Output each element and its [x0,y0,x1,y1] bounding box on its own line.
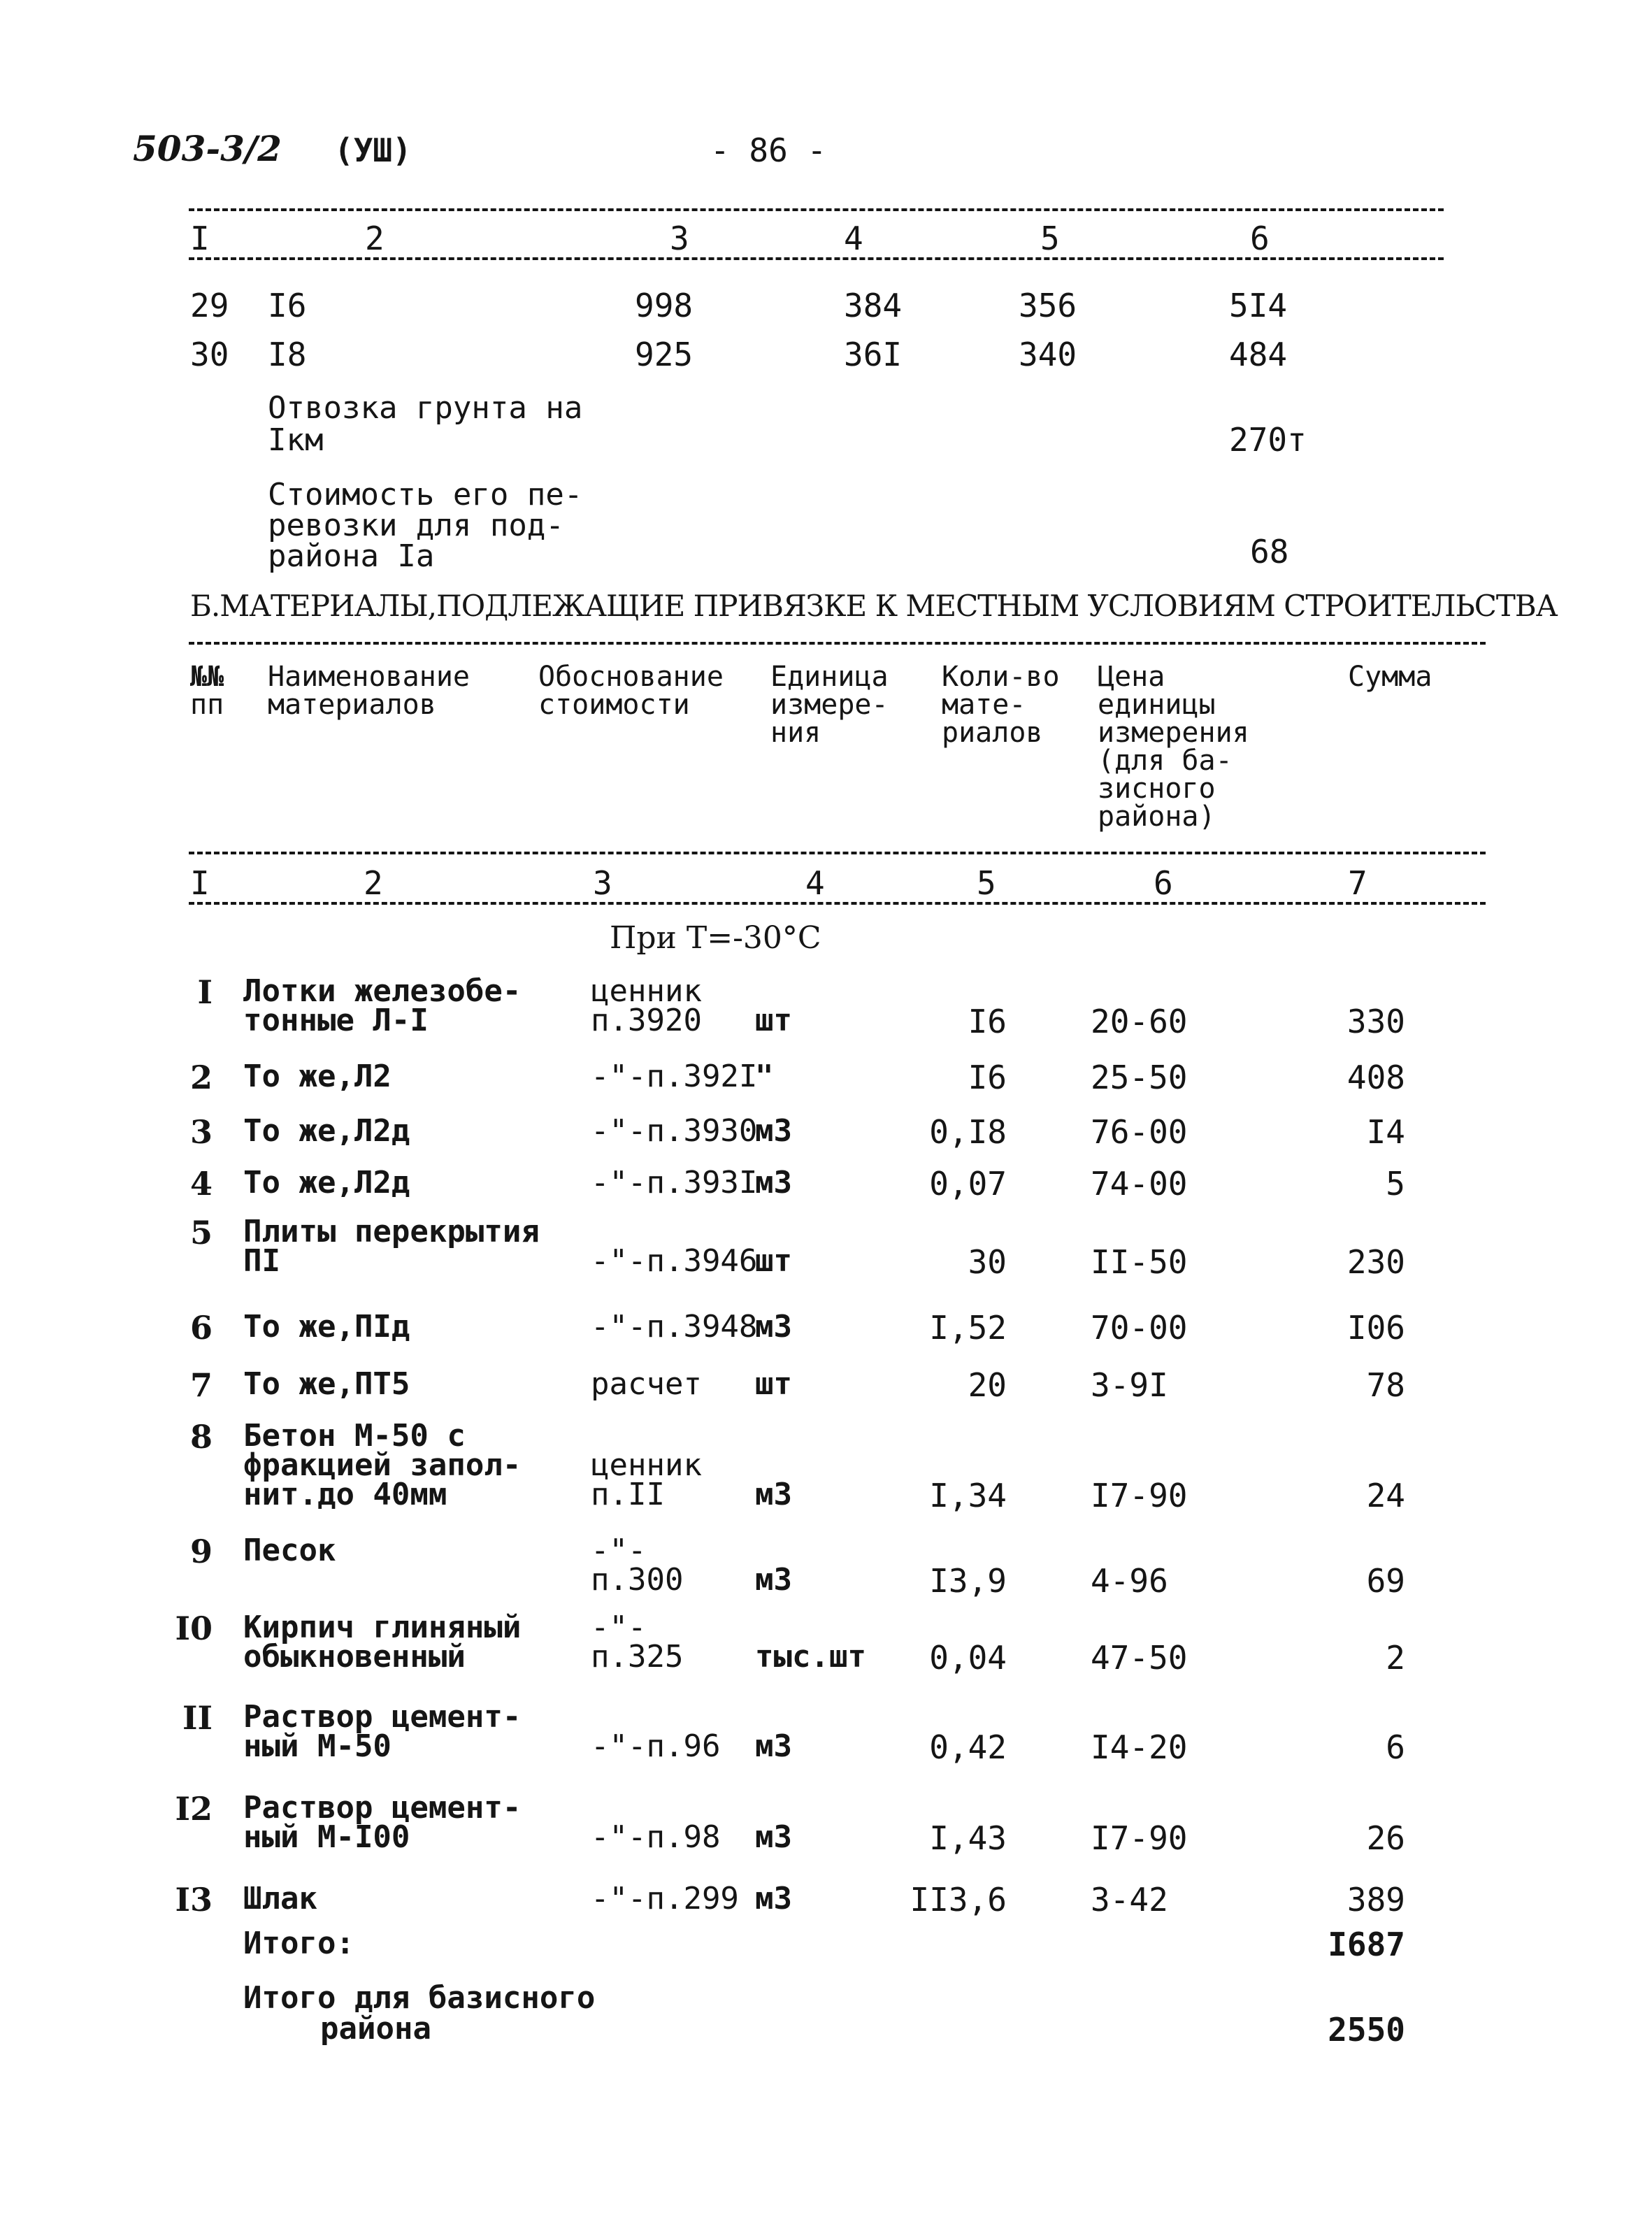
cell: 36I [844,336,903,373]
sum-cell: 26 [1366,1819,1405,1857]
col-number: 3 [593,864,612,902]
extra-label-line: Отвозка грунта на [268,390,583,426]
row-number: I3 [175,1881,213,1919]
cost-basis-line: п.II [591,1477,665,1512]
sum-cell: 24 [1366,1477,1405,1514]
total-label: Итого: [243,1926,354,1961]
unit-cell: м3 [755,1728,792,1764]
header-num-line: №№ [190,661,224,693]
material-name-line: Кирпич глиняный [243,1610,522,1645]
col-number: 4 [844,220,863,257]
unit-cell: " [755,1059,774,1094]
cell: 5I4 [1229,287,1288,324]
unit-cell: м3 [755,1309,792,1345]
material-name-line: То же,Л2д [243,1165,410,1200]
extra-value: 270т [1229,421,1307,459]
cost-basis-line: -"-п.98 [591,1819,721,1855]
section-b-title: Б.МАТЕРИАЛЫ,ПОДЛЕЖАЩИЕ ПРИВЯЗКЕ К МЕСТНЫМ УСЛОВИЯМ СТРОИТЕЛЬСТВА [190,589,1558,623]
sum-cell: 5 [1386,1165,1405,1203]
cost-basis-line: -"-п.96 [591,1728,721,1764]
unit-cell: м3 [755,1881,792,1916]
material-name-line: Плиты перекрытия [243,1214,540,1249]
unit-price-cell: 70-00 [1091,1309,1188,1347]
cost-basis-line: -"- [591,1610,647,1645]
quantity-cell: I,43 [929,1819,1007,1857]
unit-cell: м3 [755,1562,792,1598]
cost-basis-line: -"-п.3946 [591,1243,758,1279]
material-name-line: ПI [243,1243,280,1279]
document-code: 503-3/2 [133,128,282,169]
quantity-cell: II3,6 [910,1881,1007,1919]
cell: 384 [844,287,903,324]
cell: I8 [268,336,307,373]
table-a-top-rule [189,208,1444,211]
unit-cell: шт [755,1003,792,1038]
total-base-label-line: Итого для базисного [243,1980,596,2016]
material-name-line: Раствор цемент- [243,1790,522,1826]
sum-cell: 408 [1346,1059,1405,1096]
sum-cell: 69 [1366,1562,1405,1600]
material-name-line: фракцией запол- [243,1447,522,1483]
header-basis-line: стоимости [538,689,690,721]
sum-cell: 78 [1366,1366,1405,1404]
row-number: 4 [189,1165,213,1203]
row-number: 9 [189,1533,213,1570]
col-number: 3 [670,220,689,257]
quantity-cell: I6 [968,1003,1007,1040]
unit-price-cell: I7-90 [1091,1477,1188,1514]
extra-label-line: Стоимость его пе- [268,477,583,513]
material-name-line: Раствор цемент- [243,1699,522,1735]
unit-price-cell: I4-20 [1091,1728,1188,1766]
header-qty-line: Коли-во [942,661,1060,693]
col-number: I [190,220,210,257]
unit-price-cell: 25-50 [1091,1059,1188,1096]
page-number: - 86 - [710,131,827,169]
unit-price-cell: 76-00 [1091,1113,1188,1151]
sum-cell: 330 [1346,1003,1405,1040]
header-price-line: (для ба- [1098,745,1233,777]
total-value: I687 [1328,1926,1405,1963]
unit-price-cell: I7-90 [1091,1819,1188,1857]
row-number: I0 [175,1610,213,1647]
sum-cell: I4 [1366,1113,1405,1151]
temperature-condition: При Т=-30°С [610,920,821,956]
header-num-line: пп [190,689,224,721]
unit-cell: шт [755,1243,792,1279]
quantity-cell: 0,04 [929,1639,1007,1677]
quantity-cell: 30 [968,1243,1007,1281]
document-part: (УШ) [334,131,412,169]
row-number: I2 [175,1790,213,1828]
unit-price-cell: 47-50 [1091,1639,1188,1677]
table-b-header-rule [189,852,1486,854]
extra-label-line: Iкм [268,422,324,458]
col-number: 7 [1348,864,1367,902]
row-number: II [182,1699,213,1737]
cost-basis-line: -"-п.393I [591,1165,758,1200]
unit-cell: шт [755,1366,792,1402]
row-number: 29 [190,287,229,324]
header-unit-line: измере- [770,689,889,721]
header-qty-line: мате- [942,689,1026,721]
header-basis-line: Обоснование [538,661,724,693]
sum-cell: 6 [1386,1728,1405,1766]
unit-price-cell: 3-42 [1091,1881,1168,1919]
col-number: 2 [364,864,383,902]
cost-basis-line: -"- [591,1533,647,1568]
quantity-cell: 0,I8 [929,1113,1007,1151]
sum-cell: 230 [1346,1243,1405,1281]
material-name-line: То же,ПТ5 [243,1366,410,1402]
cost-basis-line: -"-п.299 [591,1881,739,1916]
header-price-line: единицы [1098,689,1216,721]
cost-basis-line: -"-п.392I [591,1059,758,1094]
cost-basis-line: -"-п.3948 [591,1309,758,1345]
header-qty-line: риалов [942,717,1043,749]
quantity-cell: I,34 [929,1477,1007,1514]
cost-basis-line: п.325 [591,1639,684,1675]
material-name-line: То же,ПIд [243,1309,410,1345]
extra-value: 68 [1250,533,1289,571]
row-number: 2 [189,1059,213,1096]
unit-cell: м3 [755,1113,792,1149]
section-b-top-rule [189,642,1486,645]
unit-cell: тыс.шт [755,1639,866,1675]
cost-basis-line: п.3920 [591,1003,702,1038]
cell: 998 [635,287,694,324]
cell: 356 [1019,287,1077,324]
total-base-value: 2550 [1328,2011,1405,2049]
row-number: 5 [189,1214,213,1252]
sum-cell: 389 [1346,1881,1405,1919]
material-name-line: То же,Л2д [243,1113,410,1149]
row-number: 3 [189,1113,213,1151]
table-b-number-rule [189,902,1486,905]
row-number: 30 [190,336,229,373]
unit-cell: м3 [755,1477,792,1512]
header-price-line: зисного [1098,773,1216,805]
material-name-line: Бетон М-50 с [243,1418,466,1454]
col-number: 2 [365,220,385,257]
header-name-line: Наименование [268,661,470,693]
material-name-line: ный М-I00 [243,1819,410,1855]
col-number: 4 [805,864,825,902]
cost-basis-line: п.300 [591,1562,684,1598]
row-number: I [197,973,213,1011]
total-base-label-line: района [320,2011,431,2047]
quantity-cell: 0,42 [929,1728,1007,1766]
quantity-cell: I3,9 [929,1562,1007,1600]
material-name-line: обыкновенный [243,1639,466,1675]
cost-basis-line: ценник [591,973,702,1009]
unit-cell: м3 [755,1165,792,1200]
row-number: 6 [189,1309,213,1347]
header-price-line: Цена [1098,661,1165,693]
material-name-line: То же,Л2 [243,1059,392,1094]
quantity-cell: I,52 [929,1309,1007,1347]
extra-label-line: района Iа [268,538,435,574]
material-name-line: нит.до 40мм [243,1477,447,1512]
col-number: I [190,864,210,902]
material-name-line: Шлак [243,1881,317,1916]
quantity-cell: 20 [968,1366,1007,1404]
table-a-header-rule [189,257,1444,260]
cell: 925 [635,336,694,373]
material-name-line: ный М-50 [243,1728,392,1764]
material-name-line: тонные Л-I [243,1003,429,1038]
material-name-line: Лотки железобе- [243,973,522,1009]
col-number: 6 [1154,864,1173,902]
cell: 340 [1019,336,1077,373]
quantity-cell: 0,07 [929,1165,1007,1203]
unit-price-cell: II-50 [1091,1243,1188,1281]
unit-price-cell: 4-96 [1091,1562,1168,1600]
header-unit-line: ния [770,717,821,749]
header-price-line: измерения [1098,717,1249,749]
col-number: 5 [977,864,996,902]
col-number: 5 [1040,220,1060,257]
cost-basis-line: -"-п.3930 [591,1113,758,1149]
unit-price-cell: 20-60 [1091,1003,1188,1040]
header-price-line: района) [1098,801,1216,833]
unit-price-cell: 74-00 [1091,1165,1188,1203]
unit-cell: м3 [755,1819,792,1855]
quantity-cell: I6 [968,1059,1007,1096]
cell: 484 [1229,336,1288,373]
col-number: 6 [1250,220,1270,257]
unit-price-cell: 3-9I [1091,1366,1168,1404]
row-number: 8 [189,1418,213,1456]
cell: I6 [268,287,307,324]
cost-basis-line: расчет [591,1366,702,1402]
row-number: 7 [189,1366,213,1404]
header-sum: Сумма [1348,661,1432,693]
sum-cell: I06 [1346,1309,1405,1347]
sum-cell: 2 [1386,1639,1405,1677]
material-name-line: Песок [243,1533,336,1568]
extra-label-line: ревозки для под- [268,508,564,543]
header-name-line: материалов [268,689,436,721]
cost-basis-line: ценник [591,1447,702,1483]
header-unit-line: Единица [770,661,889,693]
